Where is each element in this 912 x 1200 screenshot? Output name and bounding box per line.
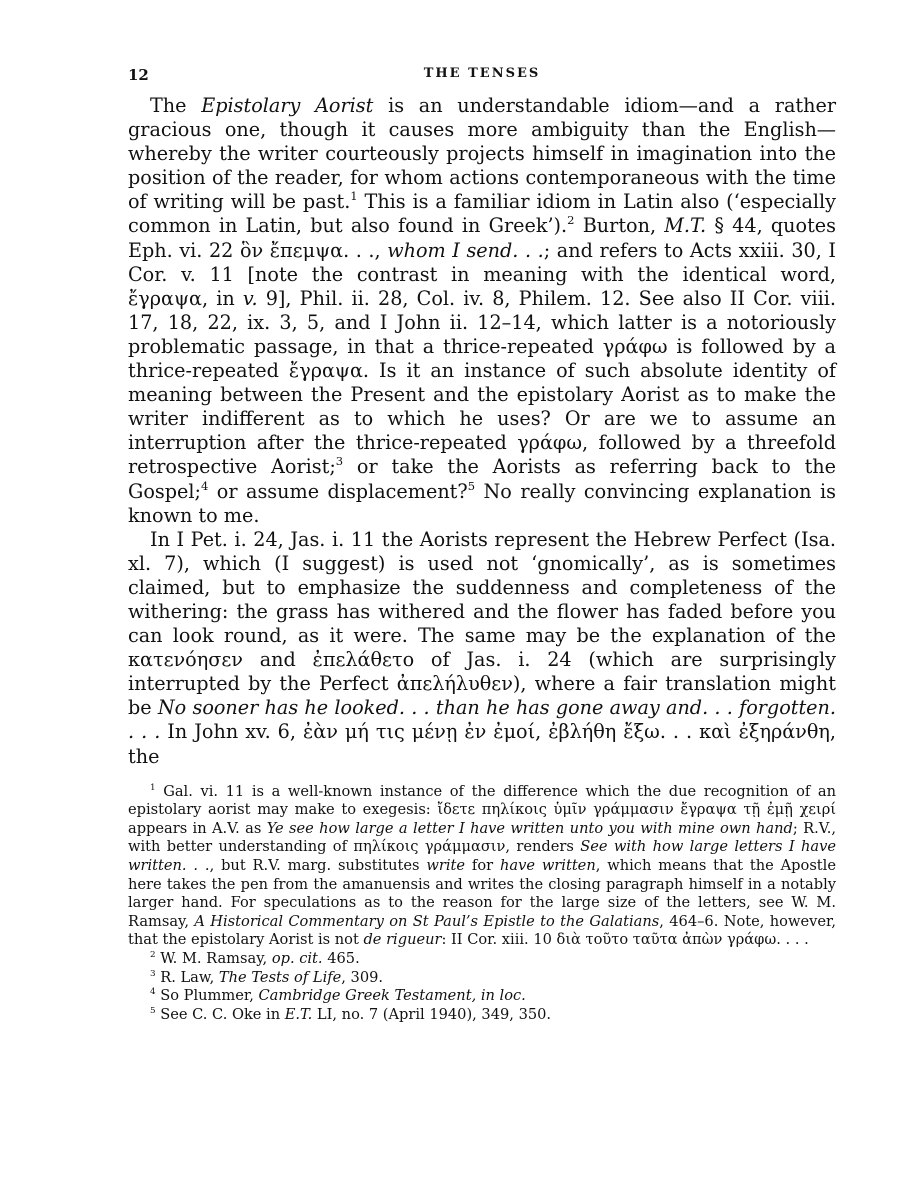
footnote-marker-3: 3 xyxy=(150,968,156,979)
abbrev-mt: M.T. xyxy=(664,214,707,238)
footnote-1: $^1$ Gal. vi. 11 is a well-known instance of the difference which the due recognition of an epistolary aorist may make to exegesis: ἴδετε πηλίκοις ὑμῖν γράμμασιν ἔγραψα τῇ ἐμῇ χειρί appears in A.V. as Ye see how large a letter I have written unto you with mine own hand; R.V., with better understanding of πηλίκοις γράμμασιν, renders See with how large letters I have written. . ., but R.V. marg. substitutes write for have written, which means that the Apostle here takes the pen from the amanuensis and writes the closing paragraph himself in a notably larger hand. For speculations as to the reason for the large size of the letters, see W. M. Ramsay, A Historical Commentary on St Paul’s Epistle to the Galatians, 464–6. Note, however, that the epistolary Aorist is not de rigueur: II Cor. xiii. 10 διὰ τοῦτο ταῦτα ἀπὼν γράφω. . . . xyxy=(128,782,836,949)
footnote-marker-4: 4 xyxy=(150,987,156,998)
footnote-marker-2: 2 xyxy=(150,949,156,960)
page-number: 12 xyxy=(128,66,149,84)
page-header xyxy=(128,56,836,86)
footnote-4: $^4$ So Plummer, Cambridge Greek Testament, in loc. xyxy=(150,987,526,1005)
abbrev-verse: v. xyxy=(242,286,258,310)
book-title-ramsay: A Historical Commentary on St Paul’s Epistle to the Galatians xyxy=(194,912,660,930)
book-page xyxy=(128,56,836,1024)
footnotes xyxy=(128,783,836,1025)
footnote-ref-5: 5 xyxy=(467,478,476,493)
footnote-ref-2: 2 xyxy=(567,213,575,228)
footnote-3: $^3$ R. Law, The Tests of Life, 309. xyxy=(150,968,384,986)
footnote-ref-4: 4 xyxy=(200,478,209,493)
footnote-ref-3: 3 xyxy=(335,454,344,469)
translation-no-sooner: No sooner has he looked. . . than he has gone away and. . . forgotten. . . . xyxy=(128,696,836,744)
footnote-2: $^2$ W. M. Ramsay, op. cit. 465. xyxy=(150,949,360,967)
translation-whom-i-send: whom I send. . . xyxy=(387,238,544,262)
footnote-marker-1: 1 xyxy=(150,782,156,793)
main-text xyxy=(128,94,836,769)
paragraph-hebrew-perfect: In I Pet. i. 24, Jas. i. 11 the Aorists represent the Hebrew Perfect (Isa. xl. 7), which (I suggest) is used not ‘gnomically’, as is sometimes claimed, but to emphasize the suddenness and completeness of the withering: the grass has withered and the flower has faded before you can look round, as it were. The same may be the explanation of the κατενόησεν and ἐπελάθετο of Jas. i. 24 (which are surprisingly interrupted by the Perfect ἀπελήλυθεν), where a fair translation might be No sooner has he looked. . . than he has gone away and. . . forgotten. . . . In John xv. 6, ἐὰν μή τις μένῃ ἐν ἐμοί, ἐβλήθη ἔξω. . . καὶ ἐξηράνθη, the xyxy=(128,527,836,768)
footnote-marker-5: 5 xyxy=(150,1005,156,1016)
paragraph-epistolary-aorist: The Epistolary Aorist is an understandable idiom—and a rather gracious one, though it causes more ambiguity than the English—whereby the writer courteously projects himself in imagination into the position of the reader, for whom actions contemporaneous with the time of writing will be past.$^1$ This is a familiar idiom in Latin also (‘especially common in Latin, but also found in Greek’).$^2$ Burton, M.T. § 44, quotes Eph. vi. 22 ὃν ἔπεμψα. . ., whom I send. . .; and refers to Acts xxiii. 30, I Cor. v. 11 [note the contrast in meaning with the identical word, ἔγραψα, in v. 9], Phil. ii. 28, Col. iv. 8, Philem. 12. See also II Cor. viii. 17, 18, 22, ix. 3, 5, and I John ii. 12–14, which latter is a notoriously problematic passage, in that a thrice-repeated γράφω is followed by a thrice-repeated ἔγραψα. Is it an instance of such absolute identity of meaning between the Present and the epistolary Aorist as to make the writer indifferent as to which he uses? Or are we to assume an interruption after the thrice-repeated γράφω, followed by a threefold retrospective Aorist;$^3$ or take the Aorists as referring back to the Gospel;$^4$ or assume displacement?$^5$ No really convincing explanation is known to me. xyxy=(128,94,837,527)
footnote-ref-1: 1 xyxy=(350,189,358,204)
term-epistolary-aorist: Epistolary Aorist xyxy=(201,94,374,117)
running-head: THE TENSES xyxy=(423,66,541,81)
footnote-5: $^5$ See C. C. Oke in E.T. LI, no. 7 (April 1940), 349, 350. xyxy=(150,1005,552,1023)
